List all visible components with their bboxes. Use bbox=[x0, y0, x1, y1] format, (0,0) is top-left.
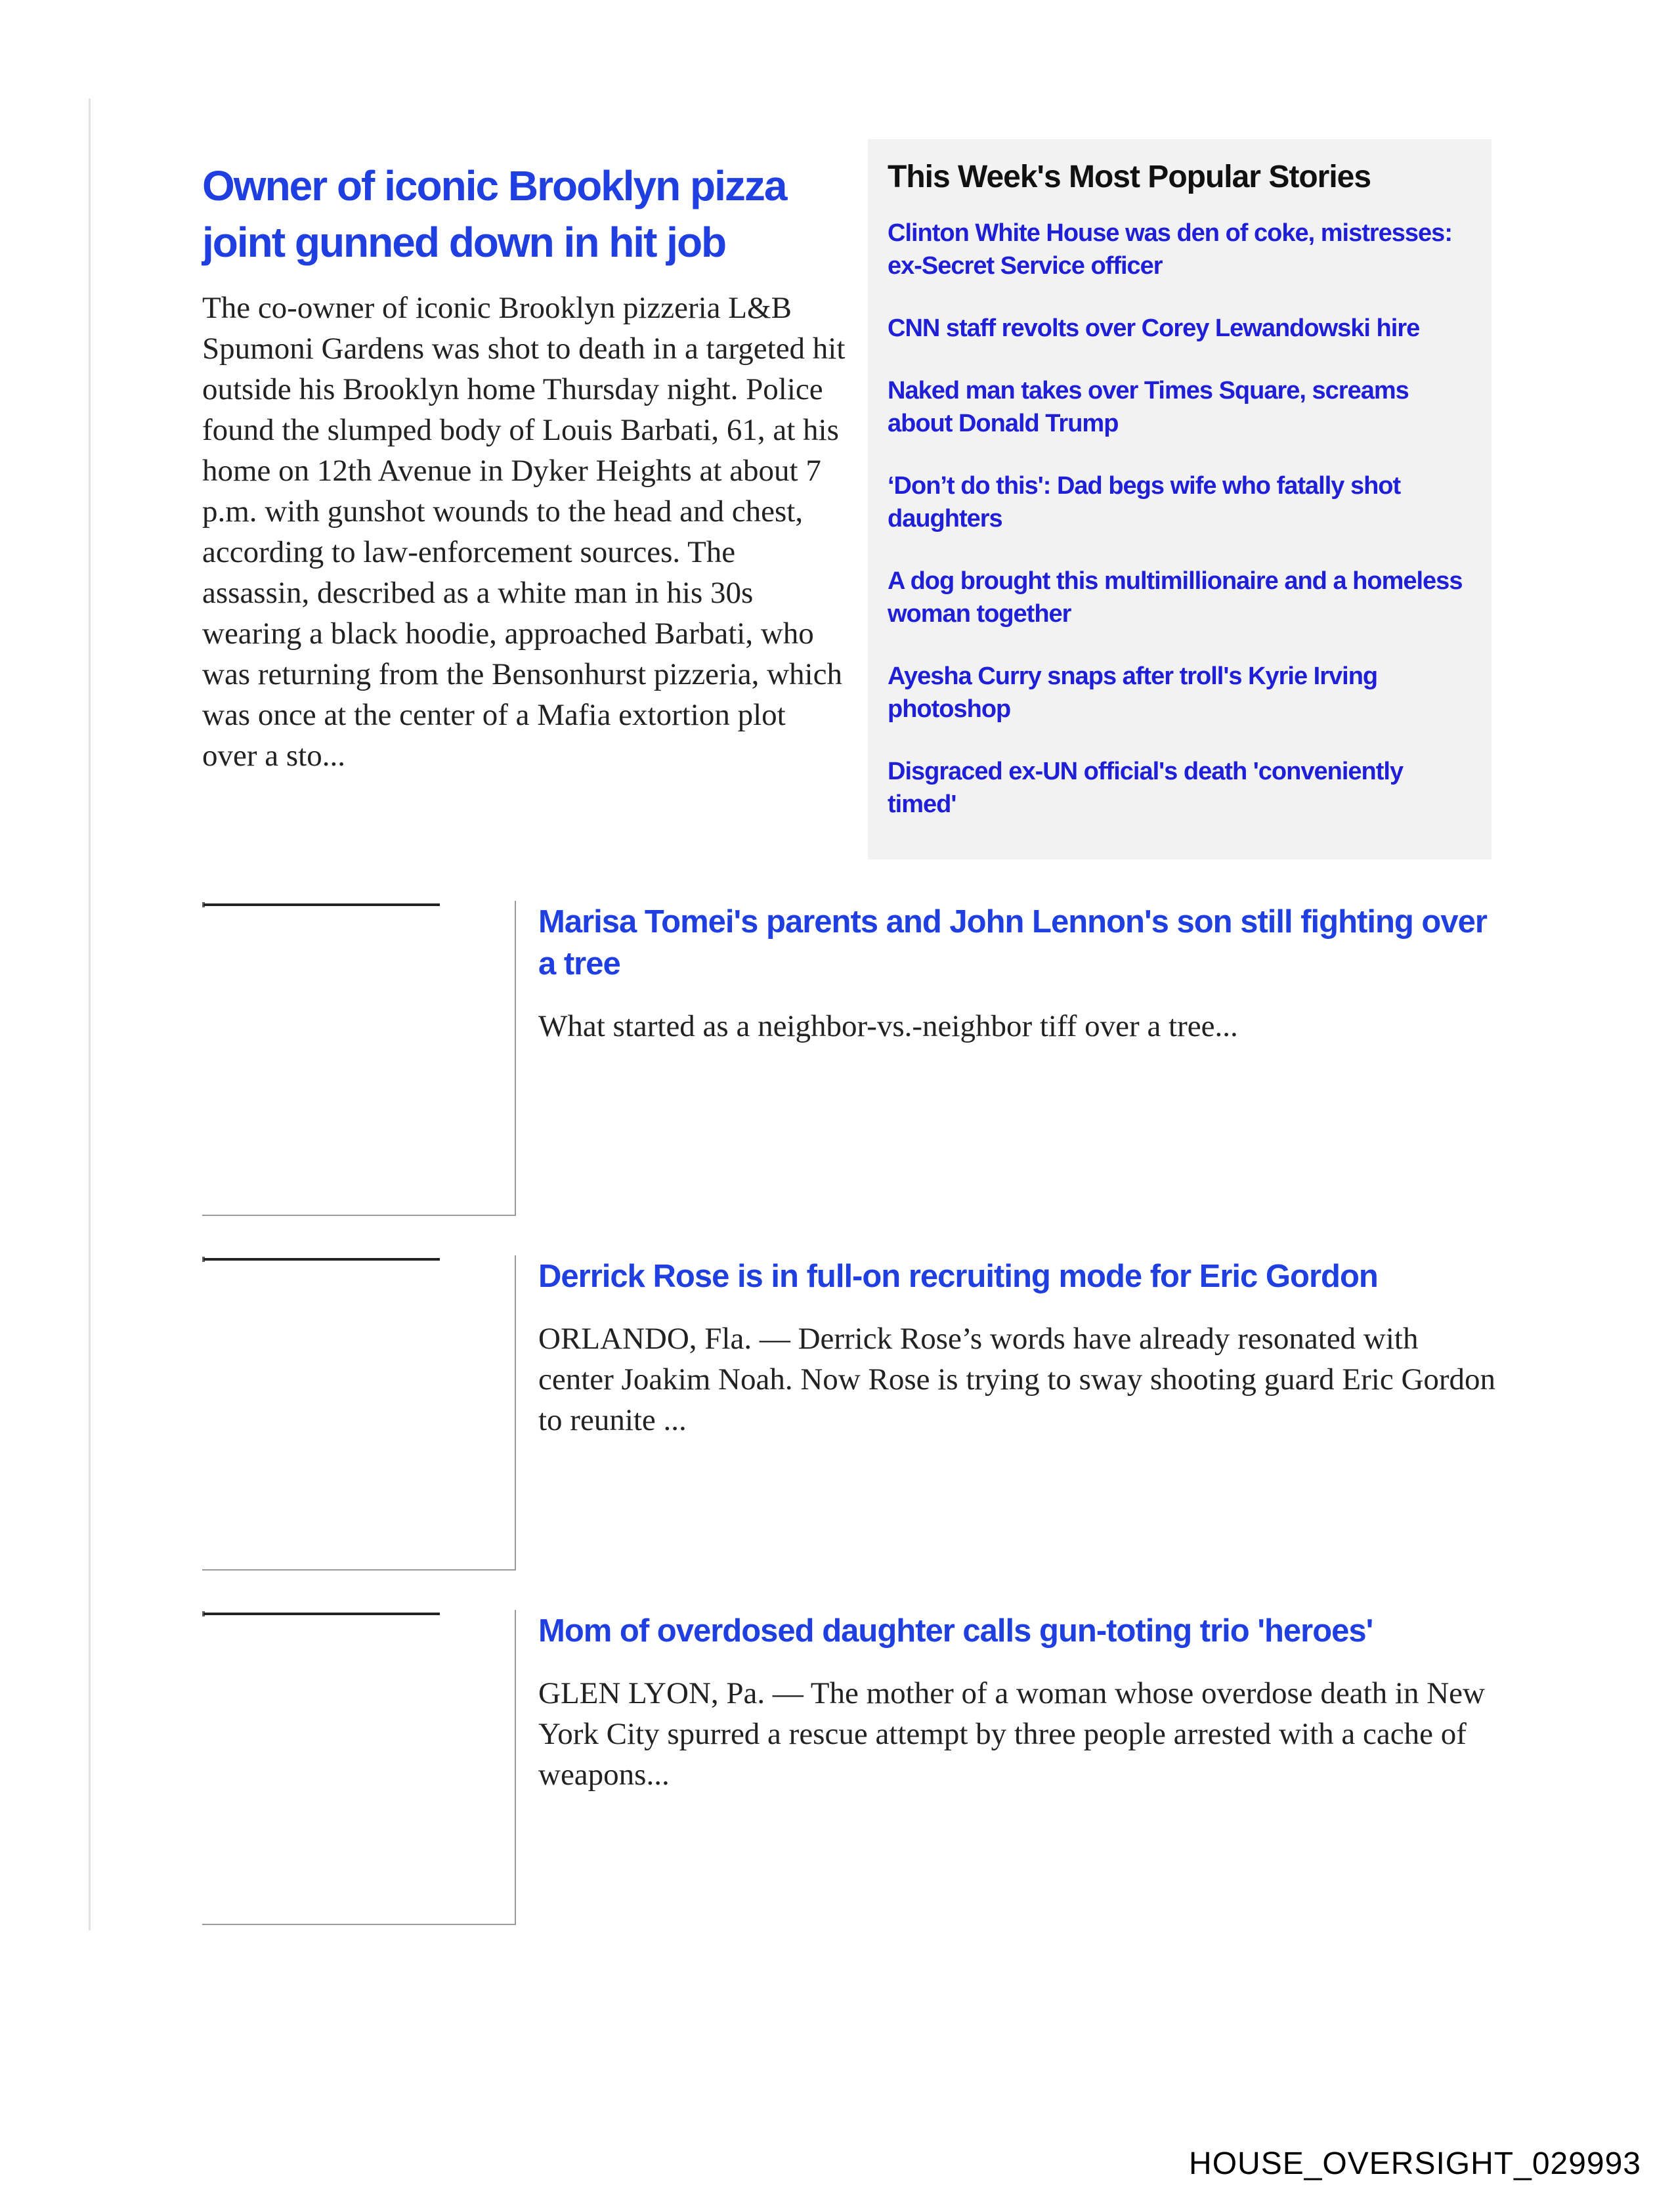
story-summary: What started as a neighbor-vs.-neighbor tiff over a tree... bbox=[538, 1009, 1238, 1043]
popular-story-link[interactable]: Ayesha Curry snaps after troll's Kyrie Irving photoshop bbox=[888, 662, 1378, 723]
lead-story bbox=[202, 158, 846, 776]
popular-story-link[interactable]: Clinton White House was den of coke, mistresses: ex-Secret Service officer bbox=[888, 219, 1452, 280]
story-headline-link[interactable]: Mom of overdosed daughter calls gun-toting trio 'heroes' bbox=[538, 1613, 1373, 1649]
story-text-block bbox=[538, 901, 1497, 1047]
popular-story-item bbox=[888, 469, 1472, 535]
popular-story-link[interactable]: CNN staff revolts over Corey Lewandowski hire bbox=[888, 314, 1420, 342]
popular-story-link[interactable]: Naked man takes over Times Square, screams about Donald Trump bbox=[888, 377, 1409, 437]
story-card bbox=[202, 1255, 1495, 1571]
popular-stories-heading: This Week's Most Popular Stories bbox=[888, 160, 1371, 194]
left-margin-rule bbox=[89, 98, 91, 1930]
popular-story-link[interactable]: Disgraced ex-UN official's death 'conveniently timed' bbox=[888, 758, 1404, 818]
thumbnail-caption-line bbox=[204, 903, 440, 906]
story-headline-link[interactable]: Derrick Rose is in full-on recruiting mode for Eric Gordon bbox=[538, 1259, 1378, 1294]
popular-stories-list bbox=[888, 217, 1472, 821]
popular-story-item bbox=[888, 217, 1472, 282]
popular-story-item bbox=[888, 374, 1472, 440]
story-summary: ORLANDO, Fla. — Derrick Rose’s words have already resonated with center Joakim Noah. Now Rose is trying to sway shooting guard Eric Gordon to reunite ... bbox=[538, 1322, 1496, 1437]
story-thumbnail-image[interactable] bbox=[202, 901, 516, 1216]
popular-story-item bbox=[888, 755, 1472, 821]
story-headline-link[interactable]: Marisa Tomei's parents and John Lennon's son still fighting over a tree bbox=[538, 904, 1487, 982]
popular-story-link[interactable]: ‘Don’t do this': Dad begs wife who fatally shot daughters bbox=[888, 472, 1401, 532]
story-card bbox=[202, 1610, 1495, 1925]
lead-story-summary: The co-owner of iconic Brooklyn pizzeria L&B Spumoni Gardens was shot to death in a targeted hit outside his Brooklyn home Thursday night. Police found the slumped body of Louis Barbati, 61, at his home on 12th Avenue in Dyker Heights at about 7 p.m. with gunshot wounds to the head and chest, according to law-enforcement sources. The assassin, described as a white man in his 30s wearing a black hoodie, approached Barbati, who was returning from the Bensonhurst pizzeria, which was once at the center of a Mafia extortion plot over a sto... bbox=[202, 291, 846, 773]
story-text-block bbox=[538, 1255, 1497, 1441]
story-thumbnail-image[interactable] bbox=[202, 1255, 516, 1571]
popular-stories-panel bbox=[868, 139, 1492, 859]
document-id-stamp: HOUSE_OVERSIGHT_029993 bbox=[1189, 2146, 1641, 2181]
story-text-block bbox=[538, 1610, 1497, 1795]
popular-story-item bbox=[888, 660, 1472, 726]
thumbnail-caption-line bbox=[204, 1613, 440, 1615]
story-summary: GLEN LYON, Pa. — The mother of a woman whose overdose death in New York City spurred a rescue attempt by three people arrested with a cache of weapons... bbox=[538, 1676, 1485, 1792]
lead-story-headline-link[interactable]: Owner of iconic Brooklyn pizza joint gunned down in hit job bbox=[202, 162, 786, 266]
popular-story-link[interactable]: A dog brought this multimillionaire and a homeless woman together bbox=[888, 567, 1463, 628]
popular-story-item bbox=[888, 312, 1472, 345]
story-thumbnail-image[interactable] bbox=[202, 1610, 516, 1925]
popular-story-item bbox=[888, 565, 1472, 630]
thumbnail-caption-line bbox=[204, 1258, 440, 1261]
story-card bbox=[202, 901, 1495, 1216]
